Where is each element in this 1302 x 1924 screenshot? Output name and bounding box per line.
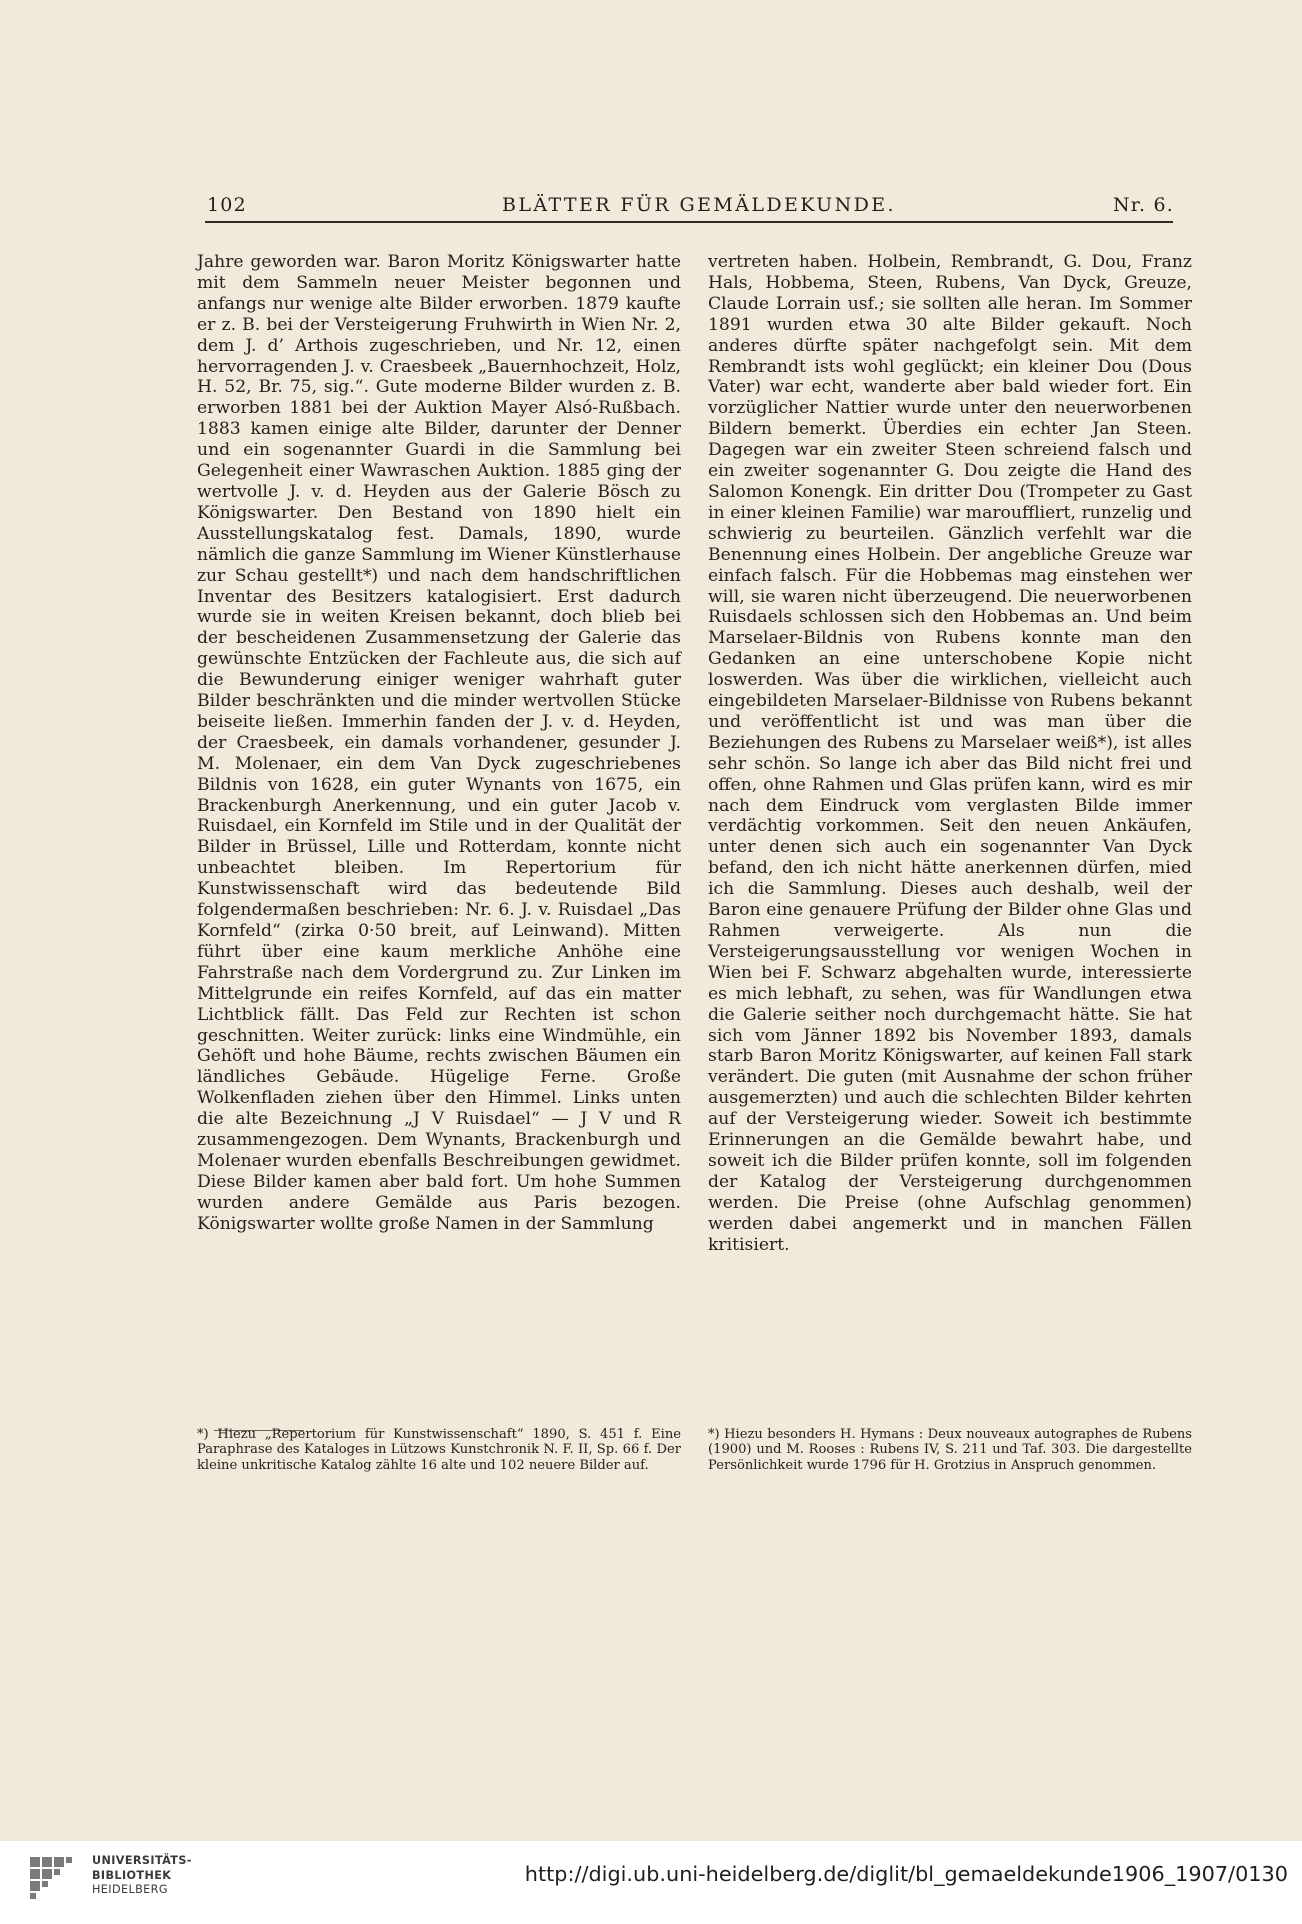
issue-number: Nr. 6. xyxy=(1112,194,1174,216)
footnote-left: *) Hiezu „Repertorium für Kunstwissenschaft“ 1890, S. 451 f. Eine Paraphrase des Kataloges in Lützows Kunstchronik N. F. II, Sp. 66 f. Der kleine unkritische Katalog zählte 16 alte und 102 neuere Bilder auf. xyxy=(197,1427,681,1473)
footnote-right: *) Hiezu besonders H. Hymans : Deux nouveaux autographes de Rubens (1900) und M. Rooses : Rubens IV, S. 211 und Taf. 303. Die dargestellte Persönlichkeit wurde 1796 für H. Grotzius in Anspruch genommen. xyxy=(708,1427,1192,1473)
header-rule xyxy=(205,221,1173,223)
left-column-text: Jahre geworden war. Baron Moritz Königswarter hatte mit dem Sammeln neuer Meister begonnen und anfangs nur wenige alte Bilder erworben. 1879 kaufte er z. B. bei der Versteigerung Fruhwirth in Wien Nr. 2, dem J. d’ Arthois zugeschrieben, und Nr. 12, einen hervorragenden J. v. Craesbeek „Bauernhochzeit, Holz, H. 52, Br. 75, sig.“. Gute moderne Bilder wurden z. B. erworben 1881 bei der Auktion Mayer Alsó-Rußbach. 1883 kamen einige alte Bilder, darunter der Denner und ein sogenannter Guardi in die Sammlung bei Gelegenheit einer Wawraschen Auktion. 1885 ging der wertvolle J. v. d. Heyden aus der Galerie Bösch zu Königswarter. Den Bestand von 1890 hielt ein Ausstellungskatalog fest. Damals, 1890, wurde nämlich die ganze Sammlung im Wiener Künstlerhause zur Schau gestellt*) und nach dem handschriftlichen Inventar des Besitzers katalogisiert. Erst dadurch wurde sie in weiten Kreisen bekannt, doch blieb bei der bescheidenen Zusammensetzung der Galerie das gewünschte Entzücken der Fachleute aus, die sich auf die Bewunderung einiger weniger wahrhaft guter Bilder beschränkten und die minder wertvollen Stücke beiseite ließen. Immerhin fanden der J. v. d. Heyden, der Craesbeek, ein damals vorhandener, gesunder J. M. Molenaer, ein dem Van Dyck zugeschriebenes Bildnis von 1628, ein guter Wynants von 1675, ein Brackenburgh Anerkennung, und ein guter Jacob v. Ruisdael, ein Kornfeld im Stile und in der Qualität der Bilder in Brüssel, Lille und Rotterdam, konnte nicht unbeachtet bleiben. Im Repertorium für Kunstwissenschaft wird das bedeutende Bild folgendermaßen beschrieben: Nr. 6. J. v. Ruisdael „Das Kornfeld“ (zirka 0·50 breit, auf Leinwand). Mitten führt über eine kaum merkliche Anhöhe eine Fahrstraße nach dem Vordergrund zu. Zur Linken im Mittelgrunde ein reifes Kornfeld, auf das ein matter Lichtblick fällt. Das Feld zur Rechten ist schon geschnitten. Weiter zurück: links eine Windmühle, ein Gehöft und hohe Bäume, rechts zwischen Bäumen ein ländliches Gebäude. Hügelige Ferne. Große Wolkenfladen ziehen über den Himmel. Links unten die alte Bezeichnung „J V Ruisdael“ — J V und R zusammengezogen. Dem Wynants, Brackenburgh und Molenaer wurden ebenfalls Beschreibungen gewidmet. Diese Bilder kamen aber bald fort. Um hohe Summen wurden andere Gemälde aus Paris bezogen. Königswarter wollte große Namen in der Sammlung xyxy=(197,252,681,1234)
right-column-text: vertreten haben. Holbein, Rembrandt, G. Dou, Franz Hals, Hobbema, Steen, Rubens, Van Dyck, Greuze, Claude Lorrain usf.; sie sollten alle heran. Im Sommer 1891 wurden etwa 30 alte Bilder gekauft. Noch anderes dürfte später nachgefolgt sein. Mit dem Rembrandt ists wohl geglückt; ein kleiner Dou (Dous Vater) war echt, wanderte aber bald wieder fort. Ein vorzüglicher Nattier wurde unter den neuerworbenen Bildern bemerkt. Überdies ein echter Jan Steen. Dagegen war ein zweiter Steen schreiend falsch und ein zweiter sogenannter G. Dou zeigte die Hand des Salomon Konengk. Ein dritter Dou (Trompeter zu Gast in einer kleinen Familie) war marouffliert, runzelig und schwierig zu beurteilen. Gänzlich verfehlt war die Benennung eines Holbein. Der angebliche Greuze war einfach falsch. Für die Hobbemas mag einstehen wer will, sie waren nicht überzeugend. Die neuerworbenen Ruisdaels schlossen sich den Hobbemas an. Und beim Marselaer-Bildnis von Rubens konnte man den Gedanken an eine unterschobene Kopie nicht loswerden. Was über die wirklichen, vielleicht auch eingebildeten Marselaer-Bildnisse von Rubens bekannt und veröffentlicht ist und was man über die Beziehungen des Rubens zu Marselaer weiß*), ist alles sehr schön. So lange ich aber das Bild nicht frei und offen, ohne Rahmen und Glas prüfen kann, wird es mir nach dem Eindruck vom verglasten Bilde immer verdächtig vorkommen. Seit den neuen Ankäufen, unter denen sich auch ein sogenannter Van Dyck befand, den ich nicht hätte anerkennen dürfen, mied ich die Sammlung. Dieses auch deshalb, weil der Baron eine genauere Prüfung der Bilder ohne Glas und Rahmen verweigerte. Als nun die Versteigerungsausstellung vor wenigen Wochen in Wien bei F. Schwarz abgehalten wurde, interessierte es mich lebhaft, zu sehen, was für Wandlungen etwa die Galerie seither noch durchgemacht hätte. Sie hat sich vom Jänner 1892 bis November 1893, damals starb Baron Moritz Königswarter, auf keinen Fall stark verändert. Die guten (mit Ausnahme der schon früher ausgemerzten) und auch die schlechten Bilder kehrten auf der Versteigerung wieder. Soweit ich bestimmte Erinnerungen an die Gemälde bewahrt habe, und soweit ich die Bilder prüfen konnte, soll im folgenden der Katalog der Versteigerung durchgenommen werden. Die Preise (ohne Aufschlag genommen) werden dabei angemerkt und in manchen Fällen kritisiert. xyxy=(708,252,1192,1255)
right-column xyxy=(708,252,1192,1256)
university-seal-icon xyxy=(26,1853,82,1909)
library-line-1: UNIVERSITÄTS- xyxy=(92,1854,192,1867)
source-url-link[interactable]: http://digi.ub.uni-heidelberg.de/diglit/bl_gemaeldekunde1906_1907/0130 xyxy=(524,1862,1288,1886)
library-line-2: BIBLIOTHEK xyxy=(92,1868,172,1882)
page-number: 102 xyxy=(207,194,247,216)
library-name xyxy=(92,1854,192,1898)
journal-title: BLÄTTER FÜR GEMÄLDEKUNDE. xyxy=(502,194,896,216)
left-column xyxy=(197,252,681,1235)
library-line-3: HEIDELBERG xyxy=(92,1883,168,1896)
running-head xyxy=(207,194,1174,224)
